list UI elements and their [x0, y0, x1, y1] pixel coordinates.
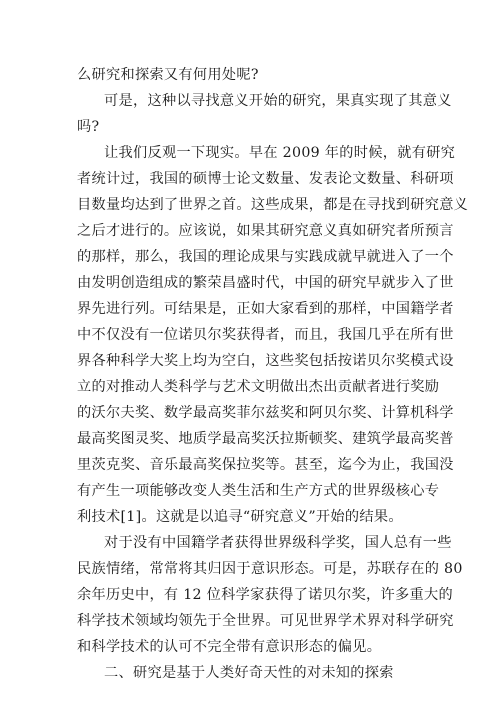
text-line: 立的对推动人类科学与艺术文明做出杰出贡献者进行奖励	[77, 379, 440, 395]
text-line: 有产生一项能够改变人类生活和生产方式的世界级核心专	[77, 483, 440, 499]
text-line: 的沃尔夫奖、数学最高奖菲尔兹奖和阿贝尔奖、计算机科学	[77, 405, 454, 421]
text-line: 么研究和探索又有何用处呢?	[77, 67, 259, 83]
text-line: 界各种科学大奖上均为空白，这些奖包括按诺贝尔奖模式设	[77, 353, 454, 369]
text-line: 中不仅没有一位诺贝尔奖获得者，而且，我国几乎在所有世	[77, 327, 454, 343]
text-line: 的那样，那么，我国的理论成果与实践成就早就进入了一个	[77, 249, 454, 265]
text-line: 让我们反观一下现实。早在 2009 年的时候，就有研究	[104, 145, 456, 161]
text-line: 者统计过，我国的硕博士论文数量、发表论文数量、科研项	[77, 171, 454, 187]
text-line: 对于没有中国籍学者获得世界级科学奖，国人总有一些	[104, 535, 452, 551]
text-line: 利技术[1]。这就是以追寻“研究意义”开始的结果。	[77, 509, 403, 525]
text-line: 由发明创造组成的繁荣昌盛时代，中国的研究早就步入了世	[77, 275, 454, 291]
text-line: 余年历史中，有 12 位科学家获得了诺贝尔奖，许多重大的	[77, 587, 453, 603]
section-heading: 二、研究是基于人类好奇天性的对未知的探索	[104, 665, 394, 681]
text-line: 目数量均达到了世界之首。这些成果，都是在寻找到研究意义	[77, 197, 469, 213]
text-line: 最高奖图灵奖、地质学最高奖沃拉斯顿奖、建筑学最高奖普	[77, 431, 454, 447]
text-line: 可是，这种以寻找意义开始的研究，果真实现了其意义	[104, 93, 452, 109]
text-line: 民族情绪，常常将其归因于意识形态。可是，苏联存在的 80	[77, 561, 463, 577]
text-line: 科学技术领域均领先于全世界。可见世界学术界对科学研究	[77, 613, 454, 629]
text-line: 吗?	[77, 119, 100, 135]
text-line: 之后才进行的。应该说，如果其研究意义真如研究者所预言	[77, 223, 454, 239]
text-line: 和科学技术的认可不完全带有意识形态的偏见。	[77, 639, 382, 655]
text-line: 里茨克奖、音乐最高奖保拉奖等。甚至，迄今为止，我国没	[77, 457, 454, 473]
text-line: 界先进行列。可结果是，正如大家看到的那样，中国籍学者	[77, 301, 454, 317]
